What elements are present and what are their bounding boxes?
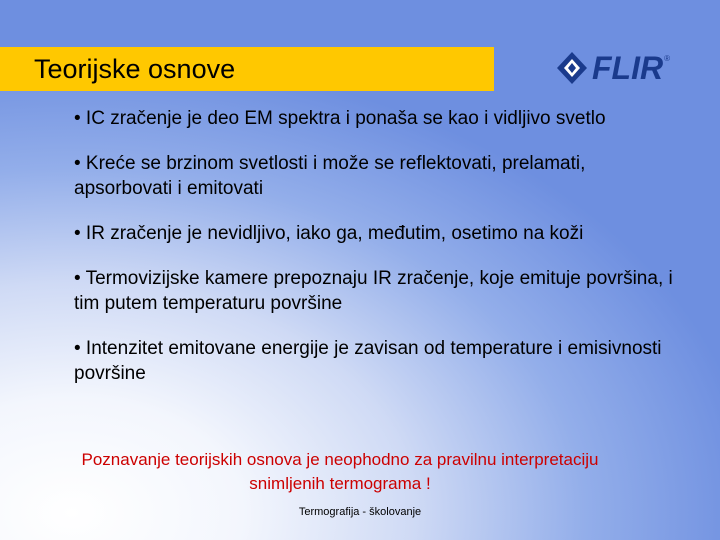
bullet-item: • IR zračenje je nevidljivo, iako ga, međutim, osetimo na koži	[74, 223, 584, 244]
registered-mark: ®	[664, 54, 670, 63]
bullet-item: • IC zračenje je deo EM spektra i ponaša se kao i vidljivo svetlo	[74, 108, 606, 129]
flir-logo	[556, 48, 670, 88]
logo-text: FLIR	[592, 50, 664, 86]
slide-footer: Termografija - školovanje	[298, 506, 422, 518]
highlight-note: Poznavanje teorijskih osnova je neophodno za pravilnu interpretaciju snimljenih termograma !	[81, 450, 599, 493]
slide-title: Teorijske osnove	[34, 54, 236, 84]
bullet-item: • Intenzitet emitovane energije je zavisan od temperature i emisivnosti površine	[74, 338, 662, 384]
bullet-list	[74, 106, 674, 406]
bullet-item: • Termovizijske kamere prepoznaju IR zračenje, koje emituje površina, i tim putem temperaturu površine	[74, 268, 673, 314]
bullet-item: • Kreće se brzinom svetlosti i može se reflektovati, prelamati, apsorbovati i emitovati	[74, 153, 586, 199]
flir-logo-icon	[556, 51, 588, 85]
